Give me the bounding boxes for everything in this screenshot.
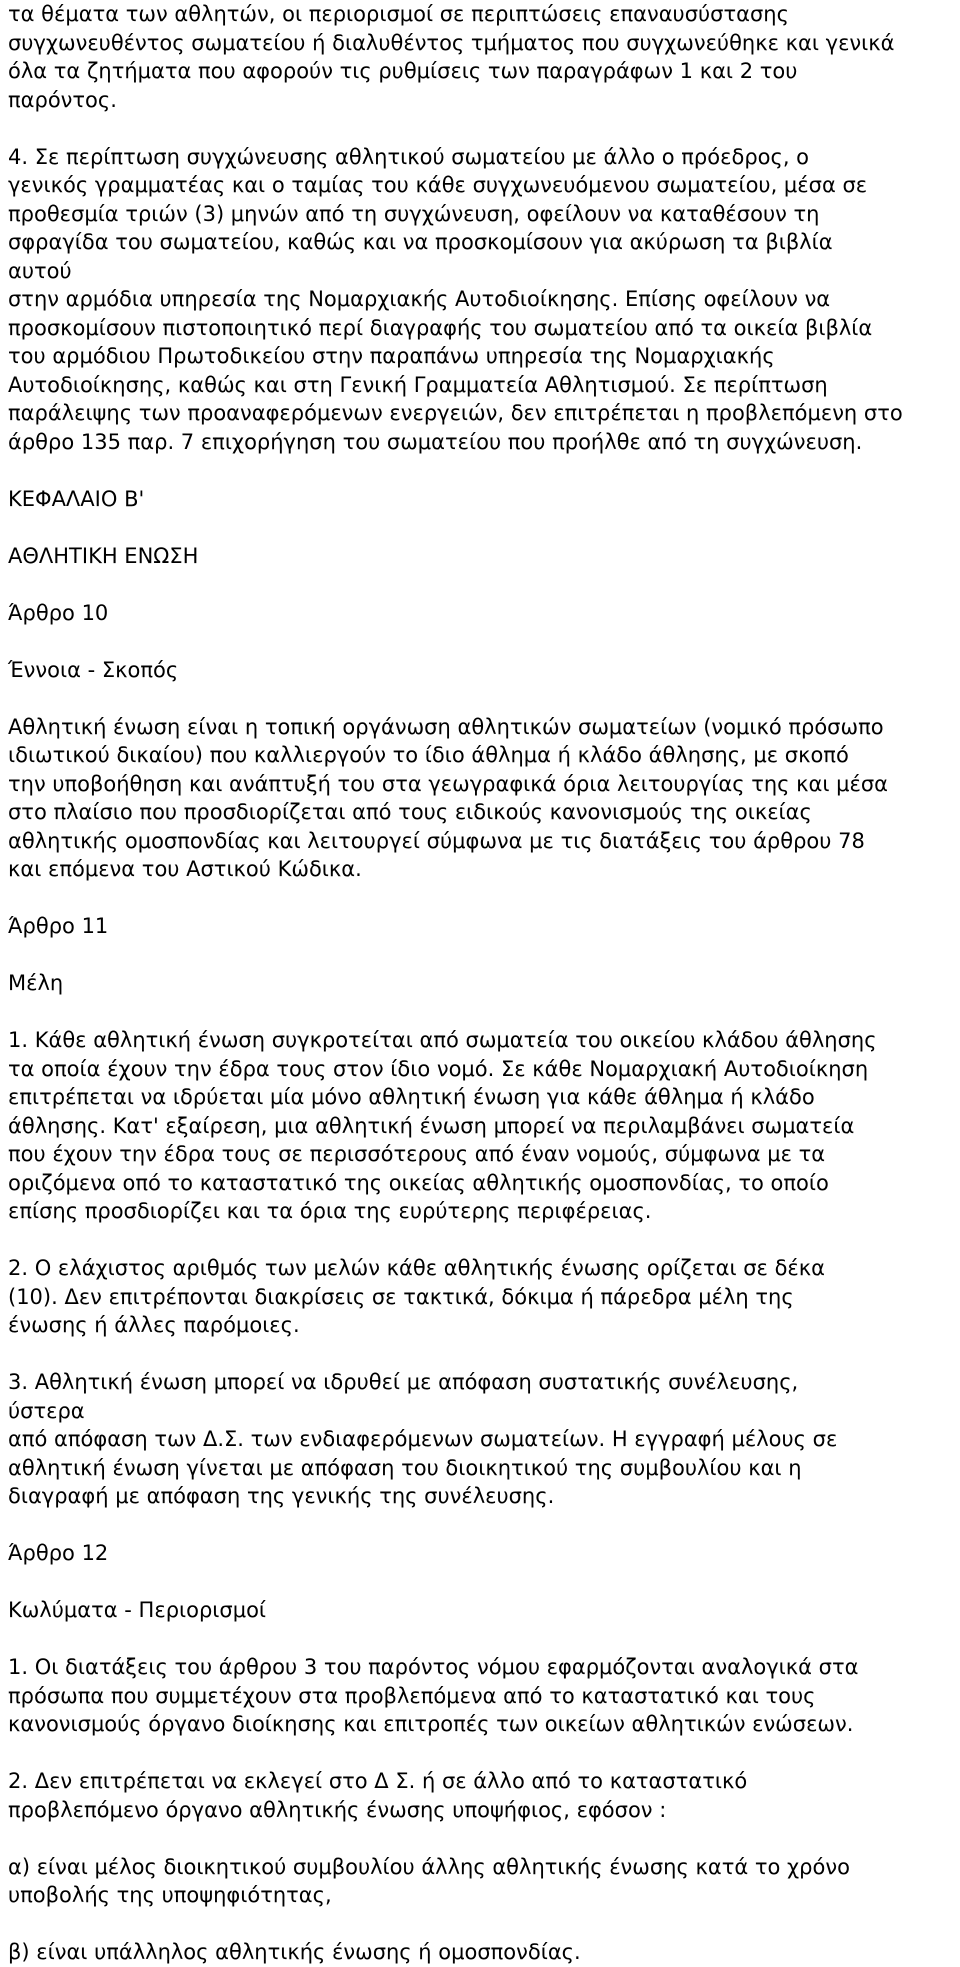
text-line: οριζόμενα οπό το καταστατικό της οικείας αθλητικής ομοσπονδίας, το οποίο [8,1170,829,1195]
text-line: γενικός γραμματέας και ο ταμίας του κάθε συγχωνευόμενου σωματείου, μέσα σε [8,173,868,197]
article-12-item-a [8,1853,960,1910]
article-11-subheading: Μέλη [8,971,64,995]
paragraph-gap [8,1226,960,1255]
text-line: Αυτοδιοίκησης, καθώς και στη Γενική Γραμματεία Αθλητισμού. Σε περίπτωση [8,372,828,397]
chapter-heading: ΚΕΦΑΛΑΙΟ Β' [8,486,145,511]
intro-paragraph [8,0,960,114]
paragraph-gap [8,1739,960,1768]
paragraph-gap [8,684,960,713]
text-line: επιτρέπεται να ιδρύεται μία μόνο αθλητική ένωση για κάθε άθλημα ή κλάδο [8,1085,815,1109]
text-line: ένωσης ή άλλες παρόμοιες. [8,1313,300,1337]
text-line: προσκομίσουν πιστοποιητικό περί διαγραφής του σωματείου από τα οικεία βιβλία [8,315,873,340]
chapter-title: ΑΘΛΗΤΙΚΗ ΕΝΩΣΗ [8,543,199,568]
text-line: συγχωνευθέντος σωματείου ή διαλυθέντος τμήματος που συγχωνεύθηκε και γενικά [8,30,895,55]
text-line: του αρμόδιου Πρωτοδικείου στην παραπάνω υπηρεσία της Νομαρχιακής [8,344,775,368]
paragraph-gap [8,570,960,599]
paragraph-4 [8,143,960,457]
article-12-heading: Άρθρο 12 [8,1541,109,1565]
article-11-heading: Άρθρο 11 [8,914,109,938]
article-11-paragraph-2 [8,1254,960,1340]
text-line: παρόντος. [8,87,117,112]
text-line: Αθλητική ένωση είναι η τοπική οργάνωση αθλητικών σωματείων (νομικό πρόσωπο [8,714,884,739]
text-line: αθλητική ένωση γίνεται με απόφαση του διοικητικού της συμβουλίου και η [8,1455,802,1480]
text-line: αθλητικής ομοσπονδίας και λειτουργεί σύμφωνα με τις διατάξεις του άρθρου 78 [8,828,865,853]
paragraph-gap [8,1824,960,1853]
article-12-paragraph-2 [8,1767,960,1824]
text-line: στο πλαίσιο που προσδιορίζεται από τους ειδικούς κανονισμούς της οικείας [8,800,812,824]
text-line: (10). Δεν επιτρέπονται διακρίσεις σε τακτικά, δόκιμα ή πάρεδρα μέλη της [8,1284,794,1309]
text-line: προθεσμία τριών (3) μηνών από τη συγχώνευση, οφείλουν να καταθέσουν τη [8,201,820,226]
text-line: σφραγίδα του σωματείου, καθώς και να προσκομίσουν για ακύρωση τα βιβλία [8,230,833,254]
article-12-subheading: Κωλύματα - Περιορισμοί [8,1598,267,1622]
article-11-paragraph-1 [8,1026,960,1226]
text-line: που έχουν την έδρα τους σε περισσότερους από έναν νομούς, σύμφωνα με τα [8,1142,826,1166]
text-line: στην αρμόδια υπηρεσία της Νομαρχιακής Αυτοδιοίκησης. Επίσης οφείλουν να [8,287,831,311]
paragraph-gap [8,884,960,913]
text-line: ιδιωτικού δικαίου) που καλλιεργούν το ίδιο άθλημα ή κλάδο άθλησης, με σκοπό [8,743,849,767]
paragraph-gap [8,1625,960,1654]
text-line: 2. Δεν επιτρέπεται να εκλεγεί στο Δ Σ. ή σε άλλο από το καταστατικό [8,1769,748,1793]
text-line: α) είναι μέλος διοικητικού συμβουλίου άλλης αθλητικής ένωσης κατά το χρόνο [8,1854,850,1879]
text-line: πρόσωπα που συμμετέχουν στα προβλεπόμενα από το καταστατικό και τους [8,1683,816,1708]
text-line: άθλησης. Κατ' εξαίρεση, μια αθλητική ένωση μπορεί να περιλαμβάνει σωματεία [8,1113,855,1138]
paragraph-gap [8,1511,960,1540]
text-line: από απόφαση των Δ.Σ. των ενδιαφερόμενων σωματείων. Η εγγραφή μέλους σε [8,1427,838,1451]
text-line: αυτού [8,258,72,283]
paragraph-gap [8,1340,960,1369]
paragraph-gap [8,456,960,485]
article-10-subheading: Έννοια - Σκοπός [8,657,179,682]
text-line: τα οποία έχουν την έδρα τους στον ίδιο νομό. Σε κάθε Νομαρχιακή Αυτοδιοίκηση [8,1056,869,1081]
text-line: β) είναι υπάλληλος αθλητικής ένωσης ή ομοσπονδίας. [8,1940,581,1964]
paragraph-gap [8,513,960,542]
text-line: και επόμενα του Αστικού Κώδικα. [8,857,362,881]
paragraph-gap [8,627,960,656]
article-12-paragraph-1 [8,1653,960,1739]
text-line: τα θέματα των αθλητών, οι περιορισμοί σε περιπτώσεις επαναυσύστασης [8,2,789,26]
text-line: την υποβοήθηση και ανάπτυξή του στα γεωγραφικά όρια λειτουργίας της και μέσα [8,771,889,796]
paragraph-gap [8,1910,960,1939]
text-line: 2. Ο ελάχιστος αριθμός των μελών κάθε αθλητικής ένωσης ορίζεται σε δέκα [8,1256,826,1280]
article-12-item-b [8,1938,960,1967]
text-line: ύστερα [8,1398,85,1423]
paragraph-gap [8,998,960,1027]
article-10-text [8,713,960,884]
text-line: προβλεπόμενο όργανο αθλητικής ένωσης υποψήφιος, εφόσον : [8,1797,667,1822]
text-line: όλα τα ζητήματα που αφορούν τις ρυθμίσεις των παραγράφων 1 και 2 του [8,59,798,83]
paragraph-gap [8,114,960,143]
text-line: 4. Σε περίπτωση συγχώνευσης αθλητικού σωματείου με άλλο ο πρόεδρος, ο [8,144,810,169]
text-line: άρθρο 135 παρ. 7 επιχορήγηση του σωματείου που προήλθε από τη συγχώνευση. [8,429,863,454]
paragraph-gap [8,941,960,970]
text-line: 3. Αθλητική ένωση μπορεί να ιδρυθεί με απόφαση συστατικής συνέλευσης, [8,1370,799,1394]
paragraph-gap [8,1568,960,1597]
article-10-heading: Άρθρο 10 [8,600,109,625]
text-line: επίσης προσδιορίζει και τα όρια της ευρύτερης περιφέρειας. [8,1199,652,1223]
text-line: 1. Οι διατάξεις του άρθρου 3 του παρόντος νόμου εφαρμόζονται αναλογικά στα [8,1655,859,1679]
text-line: διαγραφή με απόφαση της γενικής της συνέλευσης. [8,1484,555,1508]
article-11-paragraph-3 [8,1368,960,1511]
text-line: κανονισμούς όργανο διοίκησης και επιτροπές των οικείων αθλητικών ενώσεων. [8,1712,854,1736]
text-line: 1. Κάθε αθλητική ένωση συγκροτείται από σωματεία του οικείου κλάδου άθλησης [8,1028,877,1052]
document-page [8,0,960,1967]
text-line: υποβολής της υποψηφιότητας, [8,1883,332,1907]
text-line: παράλειψης των προαναφερόμενων ενεργειών, δεν επιτρέπεται η προβλεπόμενη στο [8,401,903,425]
